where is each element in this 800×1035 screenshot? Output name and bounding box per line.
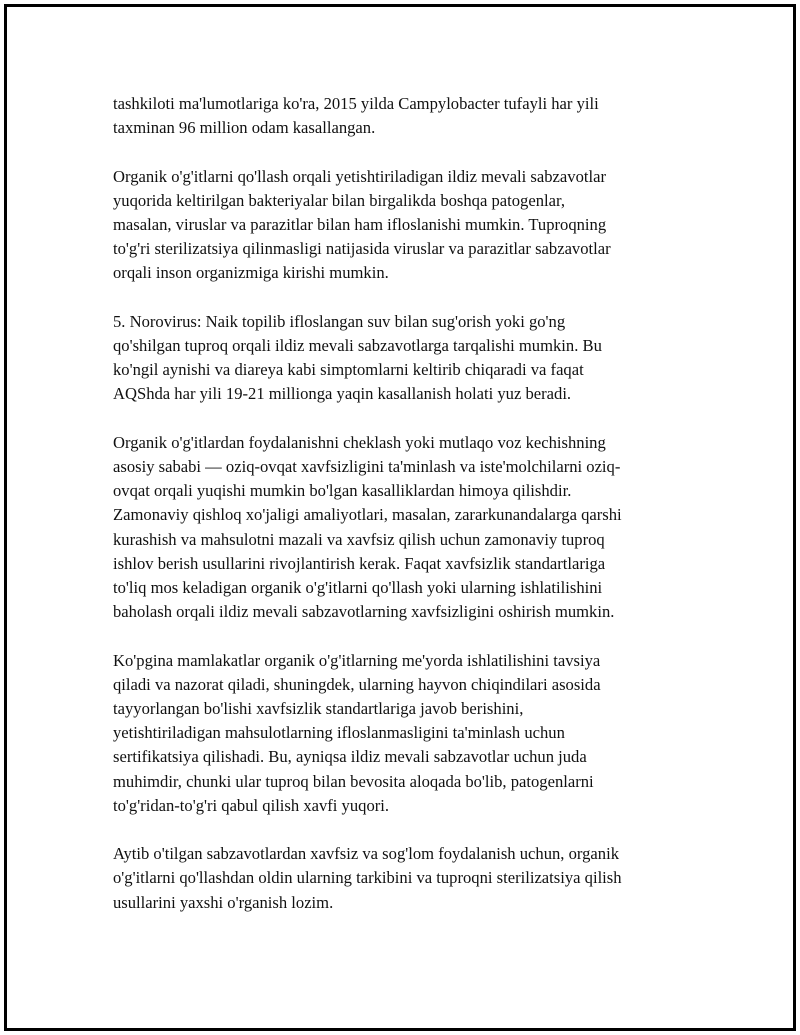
paragraph-5: Ko'pgina mamlakatlar organik o'g'itlarning me'yorda ishlatilishini tavsiya qiladi va nazorat qiladi, shuningdek, ularning hayvon chiqindilari asosida tayyorlangan bo'lishi xavfsizlik standartlariga javob berishini, yetishtiriladigan mahsulotlarning ifloslanmasligini ta'minlash uchun sertifikatsiya qilishadi. Bu, ayniqsa ildiz mevali sabzavotlar uchun juda muhimdir, chunki ular tuproq bilan bevosita aloqada bo'lib, patogenlarni to'g'ridan-to'g'ri qabul qilish xavfi yuqori.	[113, 650, 601, 815]
paragraph-4: Organik o'g'itlardan foydalanishni cheklash yoki mutlaqo voz kechishning asosiy sababi — oziq-ovqat xavfsizligini ta'minlash va iste'molchilarni oziq- ovqat orqali yuqishi mumkin bo'lgan kasalliklardan himoya qilishdir. Zamonaviy qishloq xo'jaligi amaliyotlari, masalan, zararkunandalarga qarshi kurashish va mahsulotni mazali va xavfsiz qilish uchun zamonaviy tuproq ishlov berish usullarini rivojlantirish kerak. Faqat xavfsizlik standartlariga to'liq mos keladigan organik o'g'itlarni qo'llash yoki ularning ishlatilishini baholash orqali ildiz mevali sabzavotlarning xavfsizligini oshirish mumkin.	[113, 432, 622, 622]
document-body	[113, 92, 683, 939]
paragraph-3: 5. Norovirus: Naik topilib ifloslangan suv bilan sug'orish yoki go'ng qo'shilgan tuproq orqali ildiz mevali sabzavotlarga tarqalishi mumkin. Bu ko'ngil aynishi va diareya kabi simptomlarni keltirib chiqaradi va faqat AQShda har yili 19-21 millionga yaqin kasallanish holati yuz beradi.	[113, 311, 602, 404]
paragraph-2: Organik o'g'itlarni qo'llash orqali yetishtiriladigan ildiz mevali sabzavotlar yuqorida keltirilgan bakteriyalar bilan birgalikda boshqa patogenlar, masalan, viruslar va parazitlar bilan ham ifloslanishi mumkin. Tuproqning to'g'ri sterilizatsiya qilinmasligi natijasida viruslar va parazitlar sabzavotlar orqali inson organizmiga kirishi mumkin.	[113, 166, 611, 283]
paragraph-6: Aytib o'tilgan sabzavotlardan xavfsiz va sog'lom foydalanish uchun, organik o'g'itlarni qo'llashdan oldin ularning tarkibini va tuproqni sterilizatsiya qilish usullarini yaxshi o'rganish lozim.	[113, 844, 622, 912]
paragraph-1: tashkiloti ma'lumotlariga ko'ra, 2015 yilda Campylobacter tufayli har yili taxminan 96 million odam kasallangan.	[113, 94, 599, 138]
